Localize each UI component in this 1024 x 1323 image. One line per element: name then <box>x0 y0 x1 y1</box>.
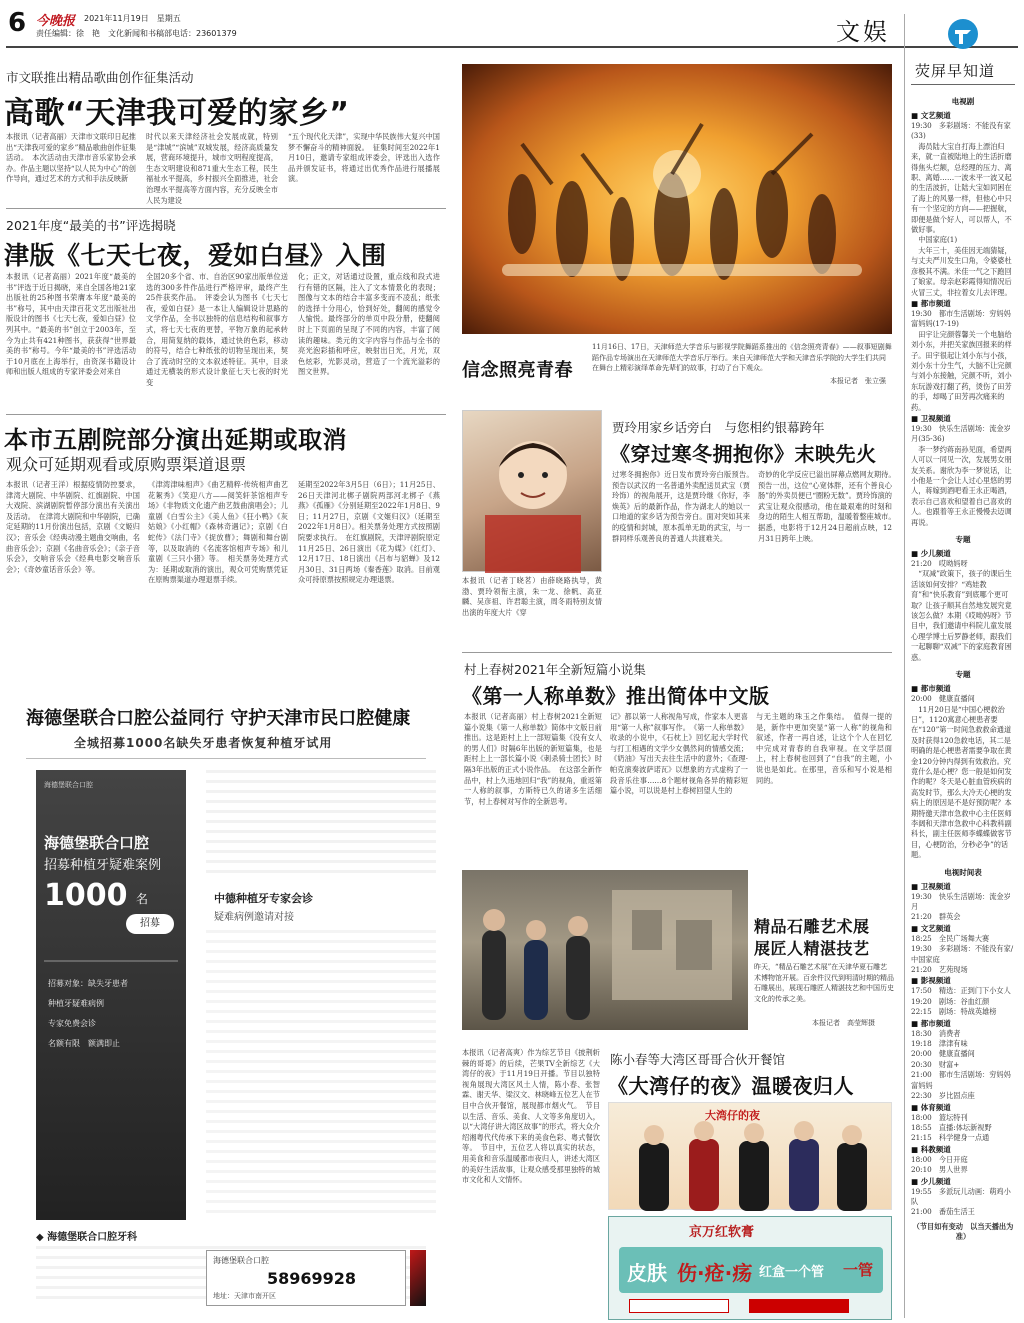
section-title: 文娱 <box>836 18 890 46</box>
tv-program-line: 海员陆大宝自打海上漂泊归来，就一直被陆地上的生活折磨得焦头烂额，总经理的压力、离职、离婚……一波未平一波又起的生活波折，让陆大宝如同困在了海上的风暴一样，但他心中只有一个坚定的方向——把握航，即便是做个好人，可以帮人，不做好事。 <box>911 141 1012 235</box>
tv-program-line: 21:15 科学健身一点通 <box>911 1133 990 1143</box>
product-box-1 <box>629 1299 729 1313</box>
pharmacy-brand: 京万红软膏 <box>689 1225 755 1240</box>
dental-box-logo: 海德堡联合口腔 <box>44 781 93 789</box>
dental-textblock <box>206 770 436 880</box>
tv-program-line: 20:00 健康直播间 <box>911 1049 975 1059</box>
tv-channel-label: ■ 科教频道 <box>911 1144 951 1154</box>
tv-program-line: 20:00 健康直播间 <box>911 694 975 704</box>
dental-right-title: 中德种植牙专家会诊 <box>214 892 313 905</box>
tv-program-line: 22:30 岁比固点座 <box>911 1091 975 1101</box>
a3-col3: 延期至2022年3月5日（6日）；11月25日、26日天津河北梆子剧院两部河北梆子《燕燕》《孤雁》《分别延期至2022年1月8日、9日；11月27日，京剧《文姬归汉》（延期至2022年1月8日）。相关票务处理方式按照剧院要求执行。 在红旗剧院，天津评剧院原定11月25日、26日演出《花为媒》《红灯》、12月17日、18日演出《吕布与貂蝉》及12月30日、31日两场《秦香莲》取消。目前观众可持原票按照规定办理退票。 <box>298 480 440 585</box>
tv-schedule-heading: 电视时间表 <box>944 867 982 877</box>
tv-drama-blocks <box>911 110 1015 528</box>
dental-box-line2: 招募种植牙疑难案例 <box>44 858 162 873</box>
a6-headline: 《第一人称单数》推出简体中文版 <box>462 684 770 708</box>
tv-channel-label: ■ 影视频道 <box>911 976 951 986</box>
dental-right-sub: 疑难病例邀请对接 <box>214 912 294 923</box>
tv-program-line: 18:00 篮坛特刊 <box>911 1112 968 1122</box>
tv-program-line: 19:30 快乐生活剧场：流金岁月 <box>911 891 1011 911</box>
a3-col1: 本报讯（记者王洋）根据疫情防控要求，津湾大剧院、中华剧院、红旗剧院、中国大戏院、滨湖剧院暂停部分演出有关演出及活动。 在津湾大剧院和中华剧院，已确定延期的11月份演出包括，京剧《文姬归汉》；音乐会《经典动漫主题曲交响曲，名曲音乐会》；京剧《名曲音乐会》；《亲子音乐会》，交响音乐会《经典电影交响音乐会》；《奇妙童话音乐会》等。 <box>6 480 140 574</box>
a2-rule <box>6 414 446 415</box>
dental-box <box>36 770 186 1220</box>
page-header <box>6 6 906 46</box>
dental-badge: 招募 <box>126 914 174 934</box>
dental-box-unit: 名 <box>136 892 149 906</box>
tv-program-line: 19:30 快乐生活剧场：流金岁月(35-36) <box>911 423 1011 444</box>
dental-textblock-2 <box>206 930 436 1220</box>
dental-box-line1: 海德堡联合口腔 <box>44 834 150 852</box>
tv-program-line: 21:20 艺苑现场 <box>911 965 968 975</box>
dental-corner-logo <box>410 1250 426 1306</box>
dental-footer-label: ◆ 海德堡联合口腔牙科 <box>36 1232 138 1243</box>
dental-contact-box <box>206 1250 406 1306</box>
tv-channel-label: ■ 文艺频道 <box>911 111 951 120</box>
tv-channel-label: ■ 体育频道 <box>911 1102 951 1112</box>
jialing-poster <box>462 410 602 572</box>
tv-channel-label: ■ 都市频道 <box>911 1018 951 1028</box>
tv-program-line: 19:30 都市生活剧场：穷妈妈富妈妈(17-19) <box>911 308 1011 329</box>
product-box-2 <box>749 1299 849 1313</box>
dance-photo <box>462 64 892 334</box>
slogan-one: 一管 <box>843 1261 874 1279</box>
a1-col2: 时代以来天津经济社会发展成就，特别是“津城”“滨城”双城发展，经济高质量发展，营商环境提升，城市文明程度提高，生态文明建设和871重大生态工程，民生福祉水平提高，乡村振兴全面推进，社会治理水平提高等方面内容，充分反映全市人民为建设 <box>146 132 278 205</box>
a2-col3: 化；正文，对话通过设置，重点线和段式进行有错的区隔，注入了文本情景化的表现；图像与文本的结合丰富多变而不凌乱；纸张的选择十分用心，恰到好处，翻阅的感觉令人愉悦。最终部分的单页中段分册，使翻阅时上下页面的呈现了不同的内容，丰富了阅读的趣味。类元的文字内容与作品与全书的亮光泡彩插和呼应，映射出日光，月光，双色炫彩，光影灵动，营造了一个流光溢彩的图文世界。 <box>298 272 440 377</box>
header-rule <box>6 46 1018 48</box>
a1-rule <box>6 208 446 209</box>
a4-credit: 本报记者 张立强 <box>830 377 886 385</box>
tv-program-line: 19:30 多彩剧场：不能没有家/中国家庭 <box>911 944 1014 964</box>
tv-schedule <box>911 881 1015 1218</box>
tv-more-blocks <box>911 683 1015 861</box>
a1-col1: 本报讯（记者高丽）天津市文联印日起推出“天津我可爱的家乡”精品歌曲创作征集活动。 本次活动由天津市音乐家协会承办。作品主题以坚持“以人民为中心”的创作导向，通过艺术的方式和手法反映新 <box>6 132 136 184</box>
tv-program-line: 21:20 哎呦妈呀 <box>911 559 968 569</box>
editor-line: 责任编辑：徐 艳 文化新闻和书稿部电话：23601379 <box>36 29 237 38</box>
masthead-logo: 今晚报 <box>36 14 76 29</box>
tv-channel-label: ■ 都市频道 <box>911 298 951 308</box>
page-number: 6 <box>8 8 27 38</box>
slogan-wounds: 伤·疮·疡 <box>677 1261 753 1285</box>
stone-exhibit-photo <box>462 870 748 1030</box>
portrait-illustration <box>463 411 603 573</box>
a3-subhead: 观众可延期观看或原购票渠道退票 <box>6 455 247 474</box>
a6-kicker: 村上春树2021年全新短篇小说集 <box>464 662 646 677</box>
tv-program-line: 17:50 精选：正到门下小女人 <box>911 986 1011 996</box>
tv-program-line: 21:20 群英会 <box>911 912 961 922</box>
a1-col3: “五个现代化天津”，实现中华民族伟大复兴中国梦不懈奋斗的精神面貌。 征集时间至2022年1月10日，邀请专家组成评委会，评选出入选作品并颁发证书，将通过出优秀作品进行展播展演。 <box>288 132 440 184</box>
a1-kicker: 市文联推出精品歌曲创作征集活动 <box>6 70 194 85</box>
tv-special-blocks <box>911 548 1015 663</box>
tv-program-line: 田宇让完颜蓉馨关一个电脑给刘小东，并把关家族回报来的样子。田宇很起让刘小东与小孩，刘小东十分生气，大脑不让完颜与刘小东接触，完颜不听，刘小东玩游戏打翻了药，烫伤了田芳的手，却喝了田芳再次痛来的药。 <box>911 329 1012 412</box>
a5-rule <box>462 652 892 653</box>
slogan-red-box: 红盒一个管 <box>759 1265 825 1280</box>
a2-col1: 本报讯（记者高丽）2021年度“最美的书”评选于近日揭晓，来自全国各地21家出版社的25种图书荣膺本年度“最美的书”称号，其中由天津百花文艺出版社出版设计的图书《七天七夜，爱如白昼》位列其中。“最美的书”创立于2003年，至今为止共有421种图书，获获得“世界最美的书”称号。今年“最美的书”评选活动于10月底在上海举行，由资深书籍设计师和出版人组成的专家评委会对来自 <box>6 272 136 377</box>
issue-date: 2021年11月19日 星期五 <box>84 14 181 23</box>
a6-col2: 记》都以第一人称视角写成，作家本人更喜用“第一人称”叙事写作。 《第一人称单数》收录的小说中，《石枕上》回忆起大学时代与打工相遇的文学少女偶然间的情感交流；《奶油》写出天去往生活中的意外；《查理·帕克演奏波萨诺瓦》以想象的方式虚构了一段音乐往事……8个题材视角各异的精彩短篇小说，可以说是村上春树回望人生的 <box>610 712 748 796</box>
a7-caption-title-1: 精品石雕艺术展 <box>754 917 870 936</box>
tv-program-line: 18:00 今日开庭 <box>911 1154 968 1164</box>
tv-channel-label: ■ 文艺频道 <box>911 923 951 933</box>
tv-channel-label: ■ 都市频道 <box>911 684 951 694</box>
a4-caption-title: 信念照亮青春 <box>462 360 573 381</box>
a8-headline: 《大湾仔的夜》温暖夜归人 <box>608 1074 854 1098</box>
promo-banner: 大湾仔的夜 <box>705 1109 760 1122</box>
a5-col2: 本报讯（记者丁晓茗）由薛晓路执导，黄渤、贾玲领衔主演，朱一龙、徐帆、高亚麟、吴彦祖、许君聪主演，周冬雨特别友情出演的年度大片《穿 <box>462 576 602 617</box>
dental-divider <box>26 758 426 759</box>
a6-col3: 与无主题的珠玉之作集结。 值得一提的是，新作中更加突显“第一人称”的视角和叙述，作者一再自述，让这个个人在回忆中完成对青春的自我审视。在文学层面上，村上春树也回到了“自我”的主题，小说也是如此。在那里，音乐和写小说是相同的。 <box>756 712 892 785</box>
dental-bullet-4: 名额有限 额满即止 <box>48 1039 120 1048</box>
tv-program-line: 19:18 津津有味 <box>911 1039 968 1049</box>
dental-box-rule <box>44 960 178 962</box>
a7-caption-title-2: 展匠人精湛技艺 <box>754 939 870 958</box>
slogan-skin: 皮肤 <box>627 1261 667 1285</box>
dental-box-big: 1000 <box>44 878 128 913</box>
tv-program-line: 中国家庭(1) <box>911 235 958 245</box>
dental-ad-subtitle: 全城招募1000名缺失牙患者恢复种植牙试用 <box>74 736 333 750</box>
a4-caption-body: 11月16日、17日，天津师范大学音乐与影视学院舞蹈系推出的《信念照亮青春》——叙事短剧舞蹈作品专场演出在天津师范大学音乐厅举行。来自天津师范大学和天津音乐学院的大学生们共同在舞台上精彩演绎革命先辈们的故事，打动了台下观众。 <box>592 343 892 372</box>
a5-col1: 过寒冬拥抱你》近日发布贾玲旁白版预告。 预告以武汉的一名普通外卖配送员武宝（贾玲饰）的视角展开，这是贾玲继《你好，李焕英》后的最新作品，作为湖北人的她以一口地道的家乡话为预告旁白。面对突如其来的疫情和封城，原本孤单无助的武宝，与一群同样乐观善良的普通人共渡难关。 <box>612 470 758 543</box>
tv-program-line: 19:30 多彩剧场：不能没有家(33) <box>911 121 1011 141</box>
dental-bullet-2: 种植牙疑难病例 <box>48 999 104 1008</box>
a2-headline: 津版《七天七夜，爱如白昼》入围 <box>4 241 387 270</box>
tv-channel-label: ■ 少儿频道 <box>911 549 951 559</box>
dental-ad-title: 海德堡联合口腔公益同行 守护天津市民口腔健康 <box>26 708 411 729</box>
promo-photo <box>608 1102 892 1210</box>
exhibit-illustration <box>462 870 748 1030</box>
a3-col2: 《津湾津味相声》《曲艺精粹·传统相声曲艺花絮秀》《笑迎八方——阅笑轩茶馆相声专场》《非物质文化遗产曲艺鼓曲演唱会》；儿童剧《白雪公主》《美人鱼》《狂小鸭》《灰姑娘》《小红帽》《森林奇遇记》；京剧《白蛇传》《法门寺》《捉放曹》；舞剧和舞台剧等，以及取消的《名流客馆相声专场》和儿童剧《三只小猪》等。 相关票务处理方式为：延期或取消的演出，观众可凭购票凭证在原购票渠道办理退票手续。 <box>148 480 288 585</box>
tv-program-line: 21:00 都市生活剧场：穷妈妈富妈妈 <box>911 1070 1011 1090</box>
tv-more-heading: 专题 <box>955 670 971 680</box>
tv-program-line: “双减”政策下，孩子的课后生活该如何安排？“鸡娃教育”和“快乐教育”到底哪个更可取？让孩子顺其自然地发展究竟该怎么做？本期《哎呦妈呀》节目中，我们邀请中科院儿童发展心理学博士后罗静老师，跟我们一起聊聊“双减”下的家庭教育困惑。 <box>911 569 1012 662</box>
dance-illustration <box>462 64 892 334</box>
tv-channel-label: ■ 少儿频道 <box>911 1176 951 1186</box>
a5-headline: 《穿过寒冬拥抱你》末映先火 <box>610 442 877 466</box>
dental-address: 地址：天津市南开区 <box>213 1292 276 1300</box>
tv-program-line: 18:55 直播:体坛新视野 <box>911 1122 992 1132</box>
tv-channel-label: ■ 卫视频道 <box>911 881 951 891</box>
a5-kicker: 贾玲用家乡话旁白 与您相约银幕跨年 <box>612 420 825 435</box>
tv-drama-heading: 电视剧 <box>951 97 975 106</box>
a6-col1: 本报讯（记者高丽）村上春树2021全新短篇小说集《第一人称单数》简体中文版日前推出。这是距村上上一部短篇集《没有女人的男人们》时隔6年出版的新短篇集，也是距村上上一部长篇小说《刺杀骑士团长》时隔3年出版的正式小说作品。 在这部全新作品中，村上久违地回归“我”的视角，重返第一人称的叙事，方斯特已久的诸多生活细节，村上春树对写作的全新思考。 <box>464 712 602 806</box>
pharmacy-ad <box>608 1216 892 1320</box>
dental-bullet-1: 招募对象：缺失牙患者 <box>48 979 128 988</box>
tv-guide-rule <box>911 84 1015 85</box>
tv-program-line: 11月20日是“中国心梗救治日”，1120寓意心梗患者要在“120”第一时间急救救命通道及时获得120急救电话，其二是明确的是心梗患者需要争取在黄金120分钟内得到有效救治。究竟什么是心梗？您一般是如何发作的呢？冬天是心脏血管疾病的高发时节，那么大冷天心梗的发病上的原因是不是好预防呢？本期特邀天津市急救中心主任医师李阔和天津市急救中心科教科副科长，副主任医师李蝶蝶做客节目，心梗防治，分秒必争”的话题。 <box>911 704 1012 860</box>
a2-kicker: 2021年度“最美的书”评选揭晓 <box>6 218 176 233</box>
tv-program-line: 18:30 消费者 <box>911 1028 961 1038</box>
dental-ad <box>6 690 446 1320</box>
tv-program-line: 21:00 番茄生活王 <box>911 1207 975 1217</box>
tv-logo-icon <box>947 18 979 50</box>
tv-program-line: 19:20 剧场：谷血红颜 <box>911 996 990 1006</box>
tv-program-line: 李一梦约蒋南孙见面，希望两人可以一同见一次，发展男女朋友关系。谢欣为李一梦说话，让小他是一个会让人过心里悠的男人，蒋嫁到酒吧看王永正喝酒，表示自己喜欢和望着自己喜欢的人。也跟着等王永正慢慢去迈调再说。 <box>911 444 1012 527</box>
tv-program-line: 20:30 财富+ <box>911 1059 960 1069</box>
dental-bullet-3: 专家免费会诊 <box>48 1019 96 1028</box>
tv-program-line: 19:55 多派玩儿动画：萌鸡小队 <box>911 1186 1011 1206</box>
a7-credit: 本报记者 高莹辉摄 <box>812 1019 875 1027</box>
a7-caption-body: 昨天，“精品石雕艺术展”在天津华夏石雕艺术博物馆开展。百余件汉代到明清时期的精品石雕展出，展现石雕匠人精湛技艺和中国历史文化的传承之美。 <box>754 963 894 1003</box>
tv-special-heading: 专题 <box>955 535 971 545</box>
a3-headline: 本市五剧院部分演出延期或取消 <box>4 426 347 454</box>
a8-kicker: 陈小春等大湾区哥哥合伙开餐馆 <box>610 1052 786 1067</box>
tv-channel-label: ■ 卫视频道 <box>911 413 951 423</box>
tv-guide-sidebar <box>904 14 1018 1318</box>
tv-guide-title: 荧屏早知道 <box>915 62 996 80</box>
tv-program-line: 18:25 全民广场舞大赛 <box>911 933 990 943</box>
a8-body: 本报讯（记者高爽）作为综艺节目《披荆斩棘的哥哥》的后续，芒果TV全新综艺《大湾仔的夜》于11月19日开播。节目以独特视角展现大湾区风土人情，陈小春、张智霖、谢天华、梁汉文、林晓峰五位艺人在节目中合伙开餐馆，展现都市烟火气。 节目以生活、音乐、美食、人文等多角度切入，以“大湾仔讲大湾区故事”的形式，将大众介绍湘粤代代传承下来的美食色彩、粤式餐饮等。 节目中，五位艺人将以真实的状态，用美食和音乐温暖都市夜归人，讲述大湾区的美好生活故事，让观众感受那里独特的城市文化和人文情怀。 <box>462 1048 600 1185</box>
tv-guide-content <box>911 90 1015 1243</box>
tv-program-line: 22:15 剧场：特战英雄榜 <box>911 1007 997 1017</box>
dental-phone: 58969928 <box>267 1269 357 1288</box>
dental-bullets <box>48 974 128 1054</box>
a5-col3: 奇妙的化学反应已溢出屏幕点燃网友期待。 预告一出，这位“心宽体胖，还有个善良心肠”的外卖员便已“圈粉无数”。贾玲饰演的武宝让观众很感动，他在最艰难的时刻和身边的陌生人相互帮助，温暖着整座城市。 据悉，电影将于12月24日超前点映，12月31日跨年上映。 <box>758 470 900 543</box>
tv-footer-note: （节目如有变动 以当天播出为准） <box>912 1221 1014 1242</box>
pharmacy-slogan-band <box>619 1247 883 1293</box>
a1-headline: 高歌“天津我可爱的家乡” <box>4 96 350 131</box>
tv-program-line: 大年三十，美佳因无端猜疑，与丈夫严川发生口角，令婆婆杜彦极其不满。米佳一气之下跑回了娘家。母亲赵彩霞得知情况后火冒三丈，非拉着女儿去评理。 <box>911 245 1012 297</box>
dental-hospital: 海德堡联合口腔 <box>213 1256 269 1265</box>
a2-col2: 全国20多个省、市、自治区90家出版单位送选的300多件作品进行严格评审，最终产生25件获奖作品。 评委会认为图书《七天七夜，爱如白昼》是一本让人编辑设计思路的文学作品，全书以独特的信息结构和叙事方式，将七天七夜的更替，平物万象的起承转合，用简复纳的载体，通过快的色彩，移动的符号，结合七种纸张的切物呈现出来，契合了流动时空的文本叙述特征。其中，目录通过无横装的形式设计象征七天七夜的时光变 <box>146 272 288 387</box>
tv-program-line: 20:10 男人世界 <box>911 1165 968 1175</box>
